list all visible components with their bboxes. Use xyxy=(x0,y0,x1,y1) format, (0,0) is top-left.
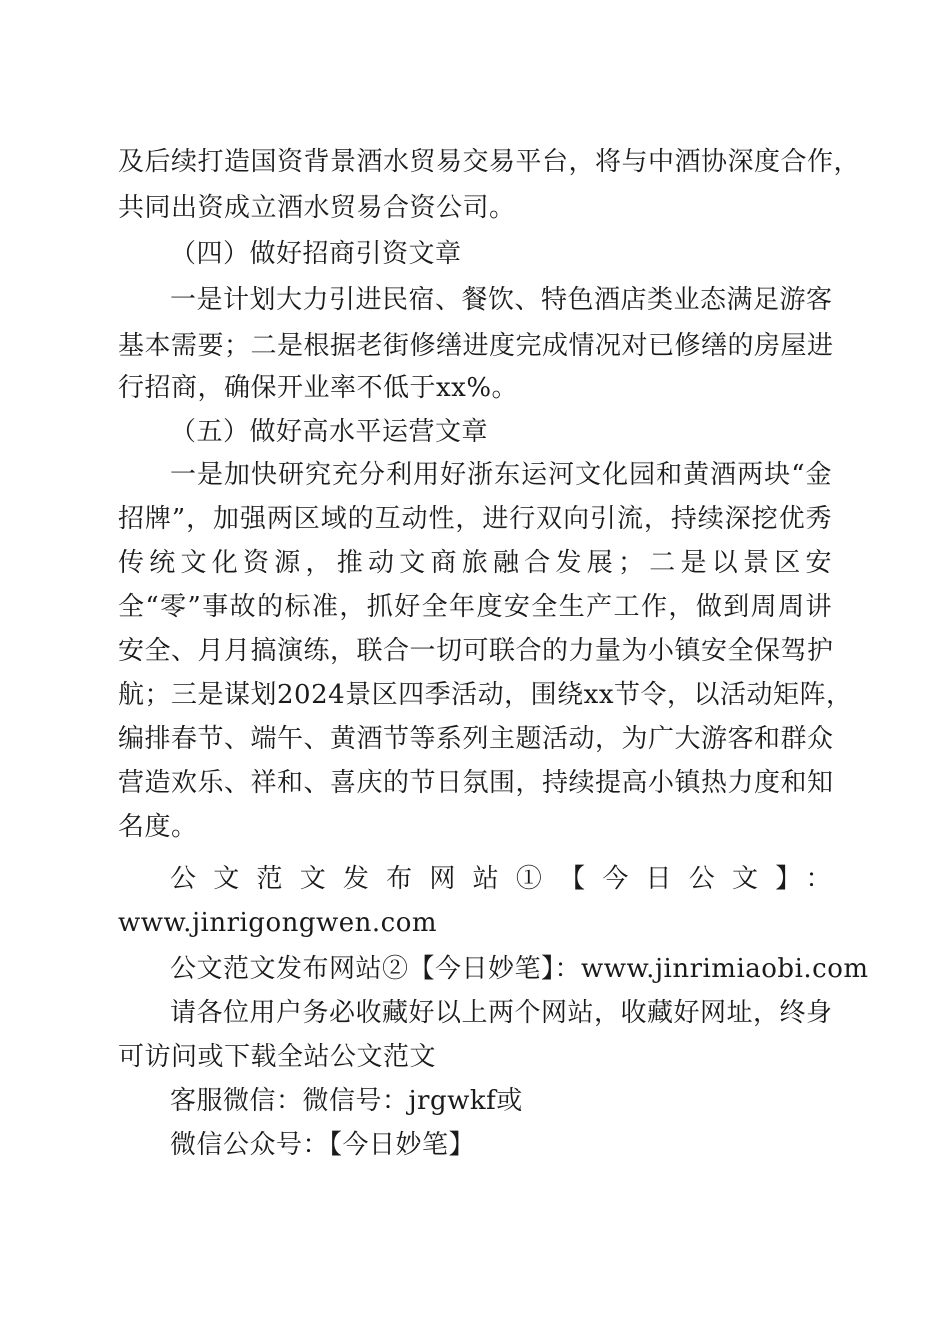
paragraph-line: 招牌”，加强两区域的互动性，进行双向引流，持续深挖优秀 xyxy=(118,504,832,534)
customer-service-wechat: 客服微信：微信号：jrgwkf或 xyxy=(170,1086,523,1116)
paragraph-line: 共同出资成立酒水贸易合资公司。 xyxy=(118,193,516,223)
paragraph-line: 基本需要；二是根据老街修缮进度完成情况对已修缮的房屋进 xyxy=(118,331,834,361)
section-heading-4: （四）做好招商引资文章 xyxy=(170,239,462,269)
section-heading-5: （五）做好高水平运营文章 xyxy=(170,417,489,447)
paragraph-line: 及后续打造国资背景酒水贸易交易平台，将与中酒协深度合作， xyxy=(118,147,861,177)
paragraph-line: 行招商，确保开业率不低于xx%。 xyxy=(118,373,519,403)
paragraph-line: 编排春节、端午、黄酒节等系列主题活动，为广大游客和群众 xyxy=(118,724,834,754)
website-line-1: 公文范文发布网站①【今日公文】： xyxy=(170,864,832,894)
paragraph-line: 名度。 xyxy=(118,812,198,842)
notice-line: 请各位用户务必收藏好以上两个网站，收藏好网址，终身 xyxy=(170,998,833,1028)
paragraph-line: 一是计划大力引进民宿、餐饮、特色酒店类业态满足游客 xyxy=(170,285,833,315)
wechat-official-account: 微信公众号：【今日妙笔】 xyxy=(170,1130,476,1160)
paragraph-line: 传统文化资源，推动文商旅融合发展；二是以景区安 xyxy=(118,548,832,578)
paragraph-line: 全“零”事故的标准，抓好全年度安全生产工作，做到周周讲 xyxy=(118,592,832,622)
notice-line: 可访问或下载全站公文范文 xyxy=(118,1042,437,1072)
website-line-2: 公文范文发布网站②【今日妙笔】：www.jinrimiaobi.com xyxy=(170,954,869,984)
website-url-1: www.jinrigongwen.com xyxy=(118,908,438,938)
paragraph-line: 安全、月月搞演练，联合一切可联合的力量为小镇安全保驾护 xyxy=(118,636,834,666)
paragraph-line: 航；三是谋划2024景区四季活动，围绕xx节令，以活动矩阵， xyxy=(118,680,853,710)
paragraph-line: 一是加快研究充分利用好浙东运河文化园和黄酒两块“金 xyxy=(170,460,832,490)
paragraph-line: 营造欢乐、祥和、喜庆的节日氛围，持续提高小镇热力度和知 xyxy=(118,768,834,798)
